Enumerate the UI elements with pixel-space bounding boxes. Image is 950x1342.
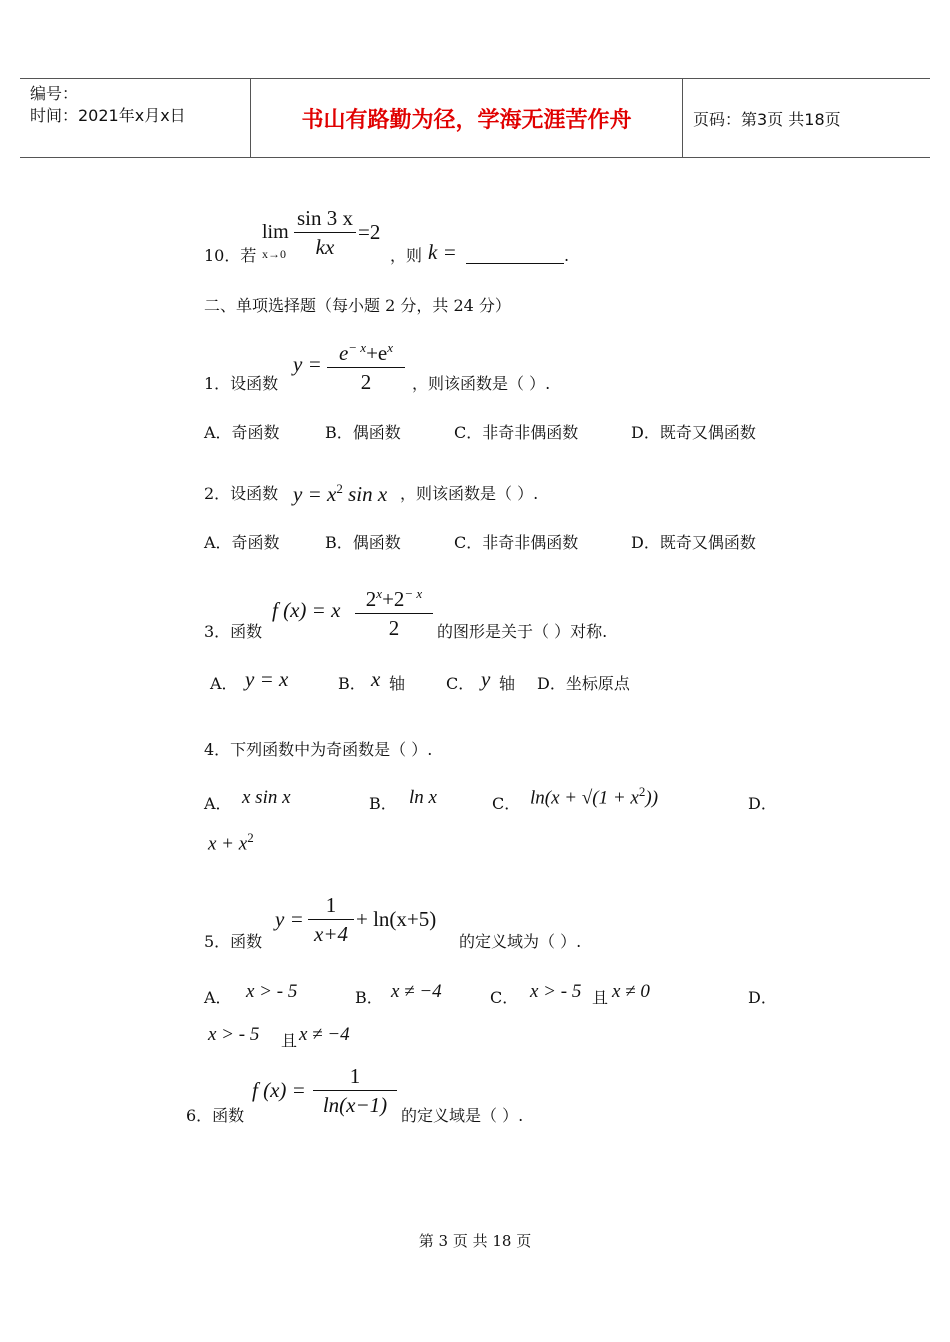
q2-suffix: ，则该函数是（ ）. xyxy=(400,484,539,503)
q1-option-b[interactable]: B．偶函数 xyxy=(325,423,401,442)
q1-denominator: 2 xyxy=(360,370,372,394)
q3-option-b-text: 轴 xyxy=(389,674,406,693)
q3-numerator: $2^x+2^{- x}$ xyxy=(365,586,423,611)
q3-option-d[interactable]: D．坐标原点 xyxy=(537,674,630,693)
q5-option-d[interactable]: D． xyxy=(748,988,777,1007)
header-divider xyxy=(682,79,683,157)
q10-then: ，则 xyxy=(390,246,423,265)
q3-prefix: 3．函数 xyxy=(204,622,263,641)
q3-denominator: 2 xyxy=(388,616,400,640)
q5-option-d-math1: x > - 5 xyxy=(208,1024,260,1045)
q4-option-a[interactable]: A． xyxy=(204,794,232,813)
q5-fraction xyxy=(308,893,354,946)
q3-option-b[interactable]: B． xyxy=(338,674,366,693)
q1-option-d[interactable]: D．既奇又偶函数 xyxy=(631,423,756,442)
header-page-info: 页码：第3页 共18页 xyxy=(693,109,841,129)
q10-lim-sub: x→0 xyxy=(262,247,286,261)
q2-option-a[interactable]: A．奇函数 xyxy=(204,533,280,552)
q2-option-b[interactable]: B．偶函数 xyxy=(325,533,401,552)
header-motto: 书山有路勤为径，学海无涯苦作舟 xyxy=(301,107,632,133)
q5-option-a[interactable]: A． xyxy=(204,988,232,1007)
q2-option-c[interactable]: C．非奇非偶函数 xyxy=(454,533,579,552)
q4-option-a-math: x sin x xyxy=(242,787,291,808)
q2-option-d[interactable]: D．既奇又偶函数 xyxy=(631,533,756,552)
q5-option-b-math: x ≠ −4 xyxy=(391,981,442,1002)
q5-option-b[interactable]: B． xyxy=(355,988,383,1007)
q4-option-b[interactable]: B． xyxy=(369,794,397,813)
q2-prefix: 2．设函数 xyxy=(204,484,279,503)
q1-suffix: ，则该函数是（ ）. xyxy=(412,374,551,393)
q4-option-d-math: $x + x^2$ xyxy=(208,830,254,855)
q3-fraction xyxy=(355,582,433,640)
q5-lhs: y = xyxy=(275,907,304,931)
q5-option-c-and: 且 xyxy=(592,988,609,1007)
q10-answer-blank xyxy=(466,248,564,264)
q10-fraction xyxy=(294,206,356,259)
q3-option-b-math: x xyxy=(371,667,381,691)
q5-suffix: 的定义域为（ ）. xyxy=(459,932,582,951)
q3-option-c[interactable]: C． xyxy=(446,674,475,693)
q3-option-a[interactable]: A． xyxy=(210,674,238,693)
q3-suffix: 的图形是关于（ ）对称. xyxy=(437,622,608,641)
page-header xyxy=(20,78,930,158)
section-heading: 二、单项选择题（每小题 2 分，共 24 分） xyxy=(204,296,511,315)
q6-lhs: f (x) = xyxy=(252,1078,306,1102)
q6-suffix: 的定义域是（ ）. xyxy=(401,1106,524,1125)
q5-option-a-math: x > - 5 xyxy=(246,981,298,1002)
q3-lhs: f (x) = x xyxy=(272,598,341,622)
q3-option-c-text: 轴 xyxy=(499,674,516,693)
q1-numerator: $e^{- x}+e^x$ xyxy=(338,340,394,365)
q1-option-a[interactable]: A．奇函数 xyxy=(204,423,280,442)
q2-formula: $y = x^2$ sin x xyxy=(293,481,388,506)
q10-dot: . xyxy=(564,246,570,265)
q4-option-d[interactable]: D． xyxy=(748,794,777,813)
q1-prefix: 1．设函数 xyxy=(204,374,279,393)
q5-rest: + ln(x+5) xyxy=(356,907,437,931)
number-label: 编号： xyxy=(30,84,79,103)
q10-prefix: 10．若 xyxy=(204,246,257,265)
q5-option-d-math2: x ≠ −4 xyxy=(299,1024,350,1045)
q10-numerator: sin 3 x xyxy=(296,206,353,230)
q10-equals: =2 xyxy=(358,220,381,244)
q5-option-c-math2: x ≠ 0 xyxy=(612,981,650,1002)
q4-option-c-math: $\ln(x + √(1 + x^2))$ xyxy=(530,784,659,809)
q6-fraction xyxy=(313,1064,397,1117)
q6-prefix: 6．函数 xyxy=(186,1106,245,1125)
q10-k: k = xyxy=(428,240,457,264)
q1-option-c[interactable]: C．非奇非偶函数 xyxy=(454,423,579,442)
q6-denominator: ln(x−1) xyxy=(322,1093,388,1117)
q5-option-c-math1: x > - 5 xyxy=(530,981,582,1002)
header-left xyxy=(30,83,250,127)
q1-y: y = xyxy=(293,352,322,376)
q4-option-c[interactable]: C． xyxy=(492,794,521,813)
q5-option-d-and: 且 xyxy=(281,1031,298,1050)
q5-option-c[interactable]: C． xyxy=(490,988,519,1007)
q5-prefix: 5．函数 xyxy=(204,932,263,951)
q10-denominator: kx xyxy=(315,235,335,259)
q4-stem: 4．下列函数中为奇函数是（ ）. xyxy=(204,740,433,759)
page-footer: 第 3 页 共 18 页 xyxy=(418,1232,532,1250)
q1-fraction xyxy=(327,336,405,394)
q10-lim: lim xyxy=(262,221,289,243)
q5-numerator: 1 xyxy=(325,893,337,917)
q3-option-c-math: y xyxy=(481,667,491,691)
q4-option-b-math: ln x xyxy=(409,787,437,808)
q5-denominator: x+4 xyxy=(314,922,348,946)
q3-option-a-math: y = x xyxy=(245,667,289,691)
time-label: 时间：2021年x月x日 xyxy=(30,106,186,125)
q6-numerator: 1 xyxy=(349,1064,361,1088)
